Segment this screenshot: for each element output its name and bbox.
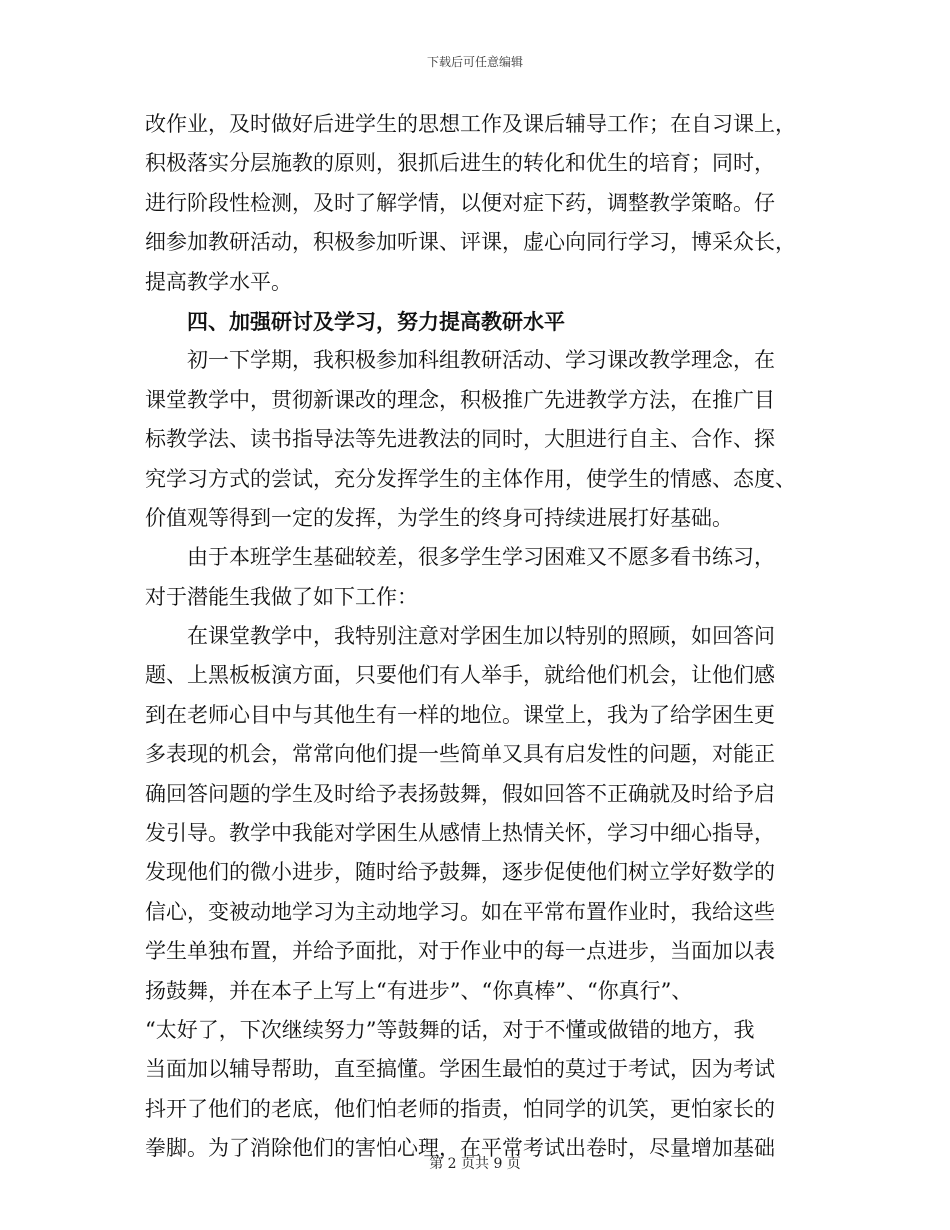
text-line: 发引导。教学中我能对学困生从感情上热情关怀，学习中细心指导， [145,821,775,846]
paragraph-start-line: 在课堂教学中，我特别注意对学困生加以特别的照顾，如回答问 [187,624,775,649]
text-line: 改作业，及时做好后进学生的思想工作及课后辅导工作；在自习课上， [145,112,796,136]
page-header: 下载后可任意编辑 [426,55,523,69]
page-number: 第 2 页共 9 页 [429,1156,521,1172]
text-line: 发现他们的微小进步，随时给予鼓舞，逐步促使他们树立学好数学的 [145,860,775,885]
text-line: 对于潜能生我做了如下工作： [145,584,418,609]
paragraph-start-line: 初一下学期，我积极参加科组教研活动、学习课改教学理念，在 [187,348,775,373]
text-line: 积极落实分层施教的原则，狠抓后进生的转化和优生的培育；同时， [145,151,775,176]
text-line: 价值观等得到一定的发挥，为学生的终身可持续进展打好基础。 [145,505,733,530]
text-line: 抖开了他们的老底，他们怕老师的指责，怕同学的讥笑，更怕家长的 [145,1096,775,1121]
text-line: 细参加教研活动，积极参加听课、评课，虚心向同行学习，博采众长， [145,230,796,255]
text-line: 学生单独布置，并给予面批，对于作业中的每一点进步，当面加以表 [145,939,775,964]
paragraph-start-line: 由于本班学生基础较差，很多学生学习困难又不愿多看书练习， [187,545,775,570]
section-heading: 四、加强研讨及学习，努力提高教研水平 [187,308,565,334]
text-line: 进行阶段性检测，及时了解学情，以便对症下药，调整教学策略。仔 [145,190,775,215]
text-line: 当面加以辅导帮助，直至搞懂。学困生最怕的莫过于考试，因为考试 [145,1057,775,1082]
document-body [145,105,810,1169]
text-line: 课堂教学中，贯彻新课改的理念，积极推广先进教学方法，在推广目 [145,387,775,412]
text-line: “太好了，下次继续努力”等鼓舞的话，对于不懂或做错的地方，我 [145,1017,755,1042]
text-line: 确回答问题的学生及时给予表扬鼓舞，假如回答不正确就及时给予启 [145,781,775,806]
text-line: 到在老师心目中与其他生有一样的地位。课堂上，我为了给学困生更 [145,702,775,727]
text-line: 扬鼓舞，并在本子上写上“有进步”、“你真棒”、“你真行”、 [145,978,693,1003]
text-line: 信心，变被动地学习为主动地学习。如在平常布置作业时，我给这些 [145,899,775,924]
text-line: 标教学法、读书指导法等先进教法的同时，大胆进行自主、合作、探 [145,427,775,452]
text-line: 提高教学水平。 [145,269,292,294]
text-line: 拳脚。为了消除他们的害怕心理，在平常考试出卷时，尽量增加基础 [145,1136,775,1161]
text-line: 多表现的机会，常常向他们提一些简单又具有启发性的问题，对能正 [145,742,775,767]
text-line: 题、上黑板板演方面，只要他们有人举手，就给他们机会，让他们感 [145,663,775,688]
text-line: 究学习方式的尝试，充分发挥学生的主体作用，使学生的情感、态度、 [145,466,796,491]
